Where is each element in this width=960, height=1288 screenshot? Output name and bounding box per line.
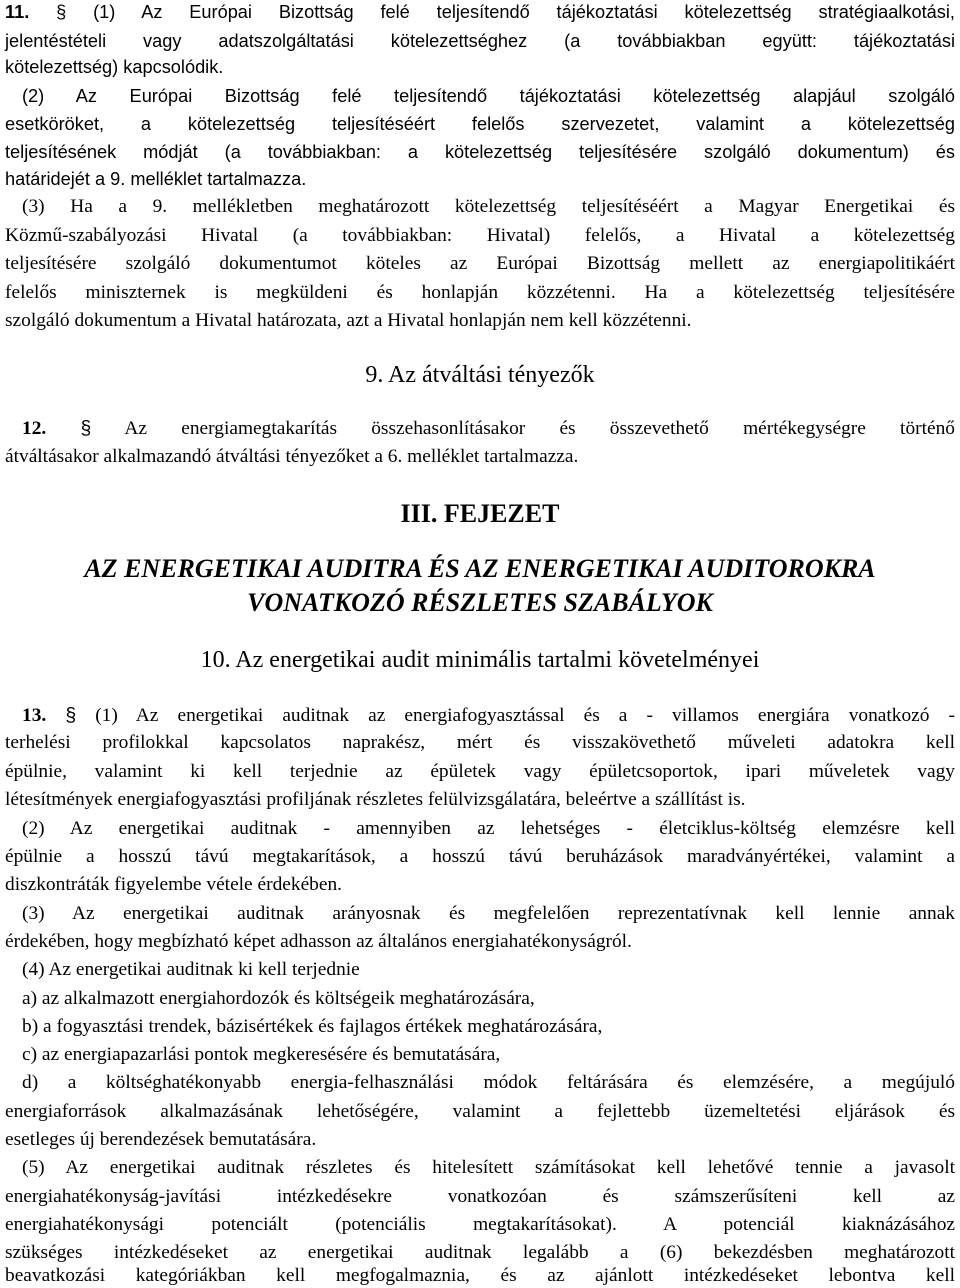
heading-10: 10. Az energetikai audit minimális tartalmi követelményei — [200, 647, 760, 673]
section-13-p3-line-2: érdekében, hogy megbízható képet adhasson az általános energiahatékonyságról. — [5, 931, 632, 952]
paragraph-sign-link[interactable]: § — [56, 2, 67, 22]
list-item-c: c) az energiapazarlási pontok megkeresésére és bemutatására, — [22, 1044, 501, 1065]
section-13-p2-line-1: (2) Az energetikai auditnak - amennyiben az lehetséges - életciklus-költség elemzésre kell — [22, 818, 955, 839]
section-12-line-2: átváltásakor alkalmazandó átváltási tényezőket a 6. melléklet tartalmazza. — [5, 446, 579, 467]
section-11-line-1: 11. § (1) Az Európai Bizottság felé teljesítendő tájékoztatási kötelezettség stratégiaalkotási, — [5, 2, 955, 22]
section-13-p5-line-2: energiahatékonyság-javítási intézkedésekre vonatkozóan és számszerűsíteni kell az — [5, 1186, 955, 1207]
section-13-p5-line-4: szükséges intézkedéseket az energetikai auditnak legalább a (6) bekezdésben meghatározott — [5, 1242, 955, 1263]
section-13-p5-line-3: energiahatékonysági potenciált (potenciális megtakarításokat). A potenciál kiaknázásához — [5, 1214, 955, 1235]
section-12-number: 12. — [22, 418, 47, 439]
section-11-p3-line-3: teljesítésére szolgáló dokumentumot köteles az Európai Bizottság mellett az energiapolitikáért — [5, 253, 955, 274]
list-item-d-line-3: esetleges új berendezések bemutatására. — [5, 1129, 317, 1150]
paragraph-sign-link[interactable]: § — [65, 704, 77, 726]
heading-9: 9. Az átváltási tényezők — [365, 362, 595, 388]
section-11-p3-line-1: (3) Ha a 9. mellékletben meghatározott kötelezettség teljesítéséért a Magyar Energetikai és — [22, 196, 955, 217]
section-13-p5-line-1: (5) Az energetikai auditnak részletes és hitelesített számításokat kell lehetővé tennie a javasolt — [22, 1157, 955, 1178]
section-13-number: 13. — [22, 705, 47, 726]
chapter-title-line-2: VONATKOZÓ RÉSZLETES SZABÁLYOK — [247, 588, 713, 617]
list-item-d-line-1: d) a költséghatékonyabb energia-felhasználási módok feltárására és elemzésére, a megújuló — [22, 1072, 955, 1093]
section-13-p1-line-3: épülnie, valamint ki kell terjednie az épületek vagy épületcsoportok, ipari műveletek vagy — [5, 761, 955, 782]
section-11-p3-line-5: szolgáló dokumentum a Hivatal határozata, azt a Hivatal honlapján nem kell közzétenni. — [5, 310, 692, 331]
list-item-a: a) az alkalmazott energiahordozók és költségeik meghatározására, — [22, 988, 535, 1009]
section-11-number: 11. — [5, 2, 30, 22]
chapter-heading: III. FEJEZET — [400, 499, 560, 528]
section-12-line-1: 12. § Az energiamegtakarítás összehasonlításakor és összevethető mértékegységre történő — [22, 417, 955, 439]
chapter-title-line-1: AZ ENERGETIKAI AUDITRA ÉS AZ ENERGETIKAI AUDITOROKRA — [84, 554, 876, 583]
section-11-p2-line-4: határidejét a 9. melléklet tartalmazza. — [5, 169, 307, 189]
list-item-b: b) a fogyasztási trendek, bázisértékek és fajlagos értékek meghatározására, — [22, 1016, 603, 1037]
section-13-p2-line-3: diszkontráták figyelembe vétele érdekében. — [5, 874, 343, 895]
section-13-p1-line-2: terhelési profilokkal kapcsolatos naprakész, mért és visszakövethető műveleti adatokra kell — [5, 732, 955, 753]
section-11-p2-line-2: esetköröket, a kötelezettség teljesítéséért felelős szervezetet, valamint a kötelezettség — [5, 114, 955, 134]
section-11-p2-line-1: (2) Az Európai Bizottság felé teljesítendő tájékoztatási kötelezettség alapjául szolgáló — [22, 86, 955, 106]
section-11-line-2: jelentéstételi vagy adatszolgáltatási kötelezettséghez (a továbbiakban együtt: tájékoztatási — [5, 31, 955, 51]
section-11-p3-line-4: felelős miniszternek is megküldeni és honlapján közzétenni. Ha a kötelezettség teljesítésére — [5, 282, 955, 303]
section-11-p2-line-3: teljesítésének módját (a továbbiakban: a kötelezettség teljesítésére szolgáló dokumentum) és — [5, 142, 955, 162]
section-13-line-1: 13. § (1) Az energetikai auditnak az energiafogyasztással és a - villamos energiára vonatkozó - — [22, 704, 955, 726]
section-11-line-3: kötelezettség) kapcsolódik. — [5, 57, 224, 77]
list-item-d-line-2: energiaforrások alkalmazásának lehetőségére, valamint a fejlettebb üzemeltetési eljárások és — [5, 1101, 955, 1122]
section-13-p2-line-2: épülnie a hosszú távú megtakarítások, a hosszú távú beruházások maradványértékei, valamint a — [5, 846, 955, 867]
paragraph-sign-link[interactable]: § — [80, 417, 92, 439]
section-13-p1-line-4: létesítmények energiafogyasztási profiljának részletes felülvizsgálatára, beleértve a szállítást is. — [5, 789, 746, 810]
section-13-p4-line-1: (4) Az energetikai auditnak ki kell terjednie — [22, 959, 360, 980]
section-11-p3-line-2: Közmű-szabályozási Hivatal (a továbbiakban: Hivatal) felelős, a Hivatal a kötelezettség — [5, 225, 955, 246]
section-13-p5-line-5: beavatkozási kategóriákban kell megfogalmaznia, és az ajánlott intézkedéseket lebontva kell — [5, 1265, 955, 1286]
section-13-p3-line-1: (3) Az energetikai auditnak arányosnak és megfelelően reprezentatívnak kell lennie annak — [22, 903, 955, 924]
